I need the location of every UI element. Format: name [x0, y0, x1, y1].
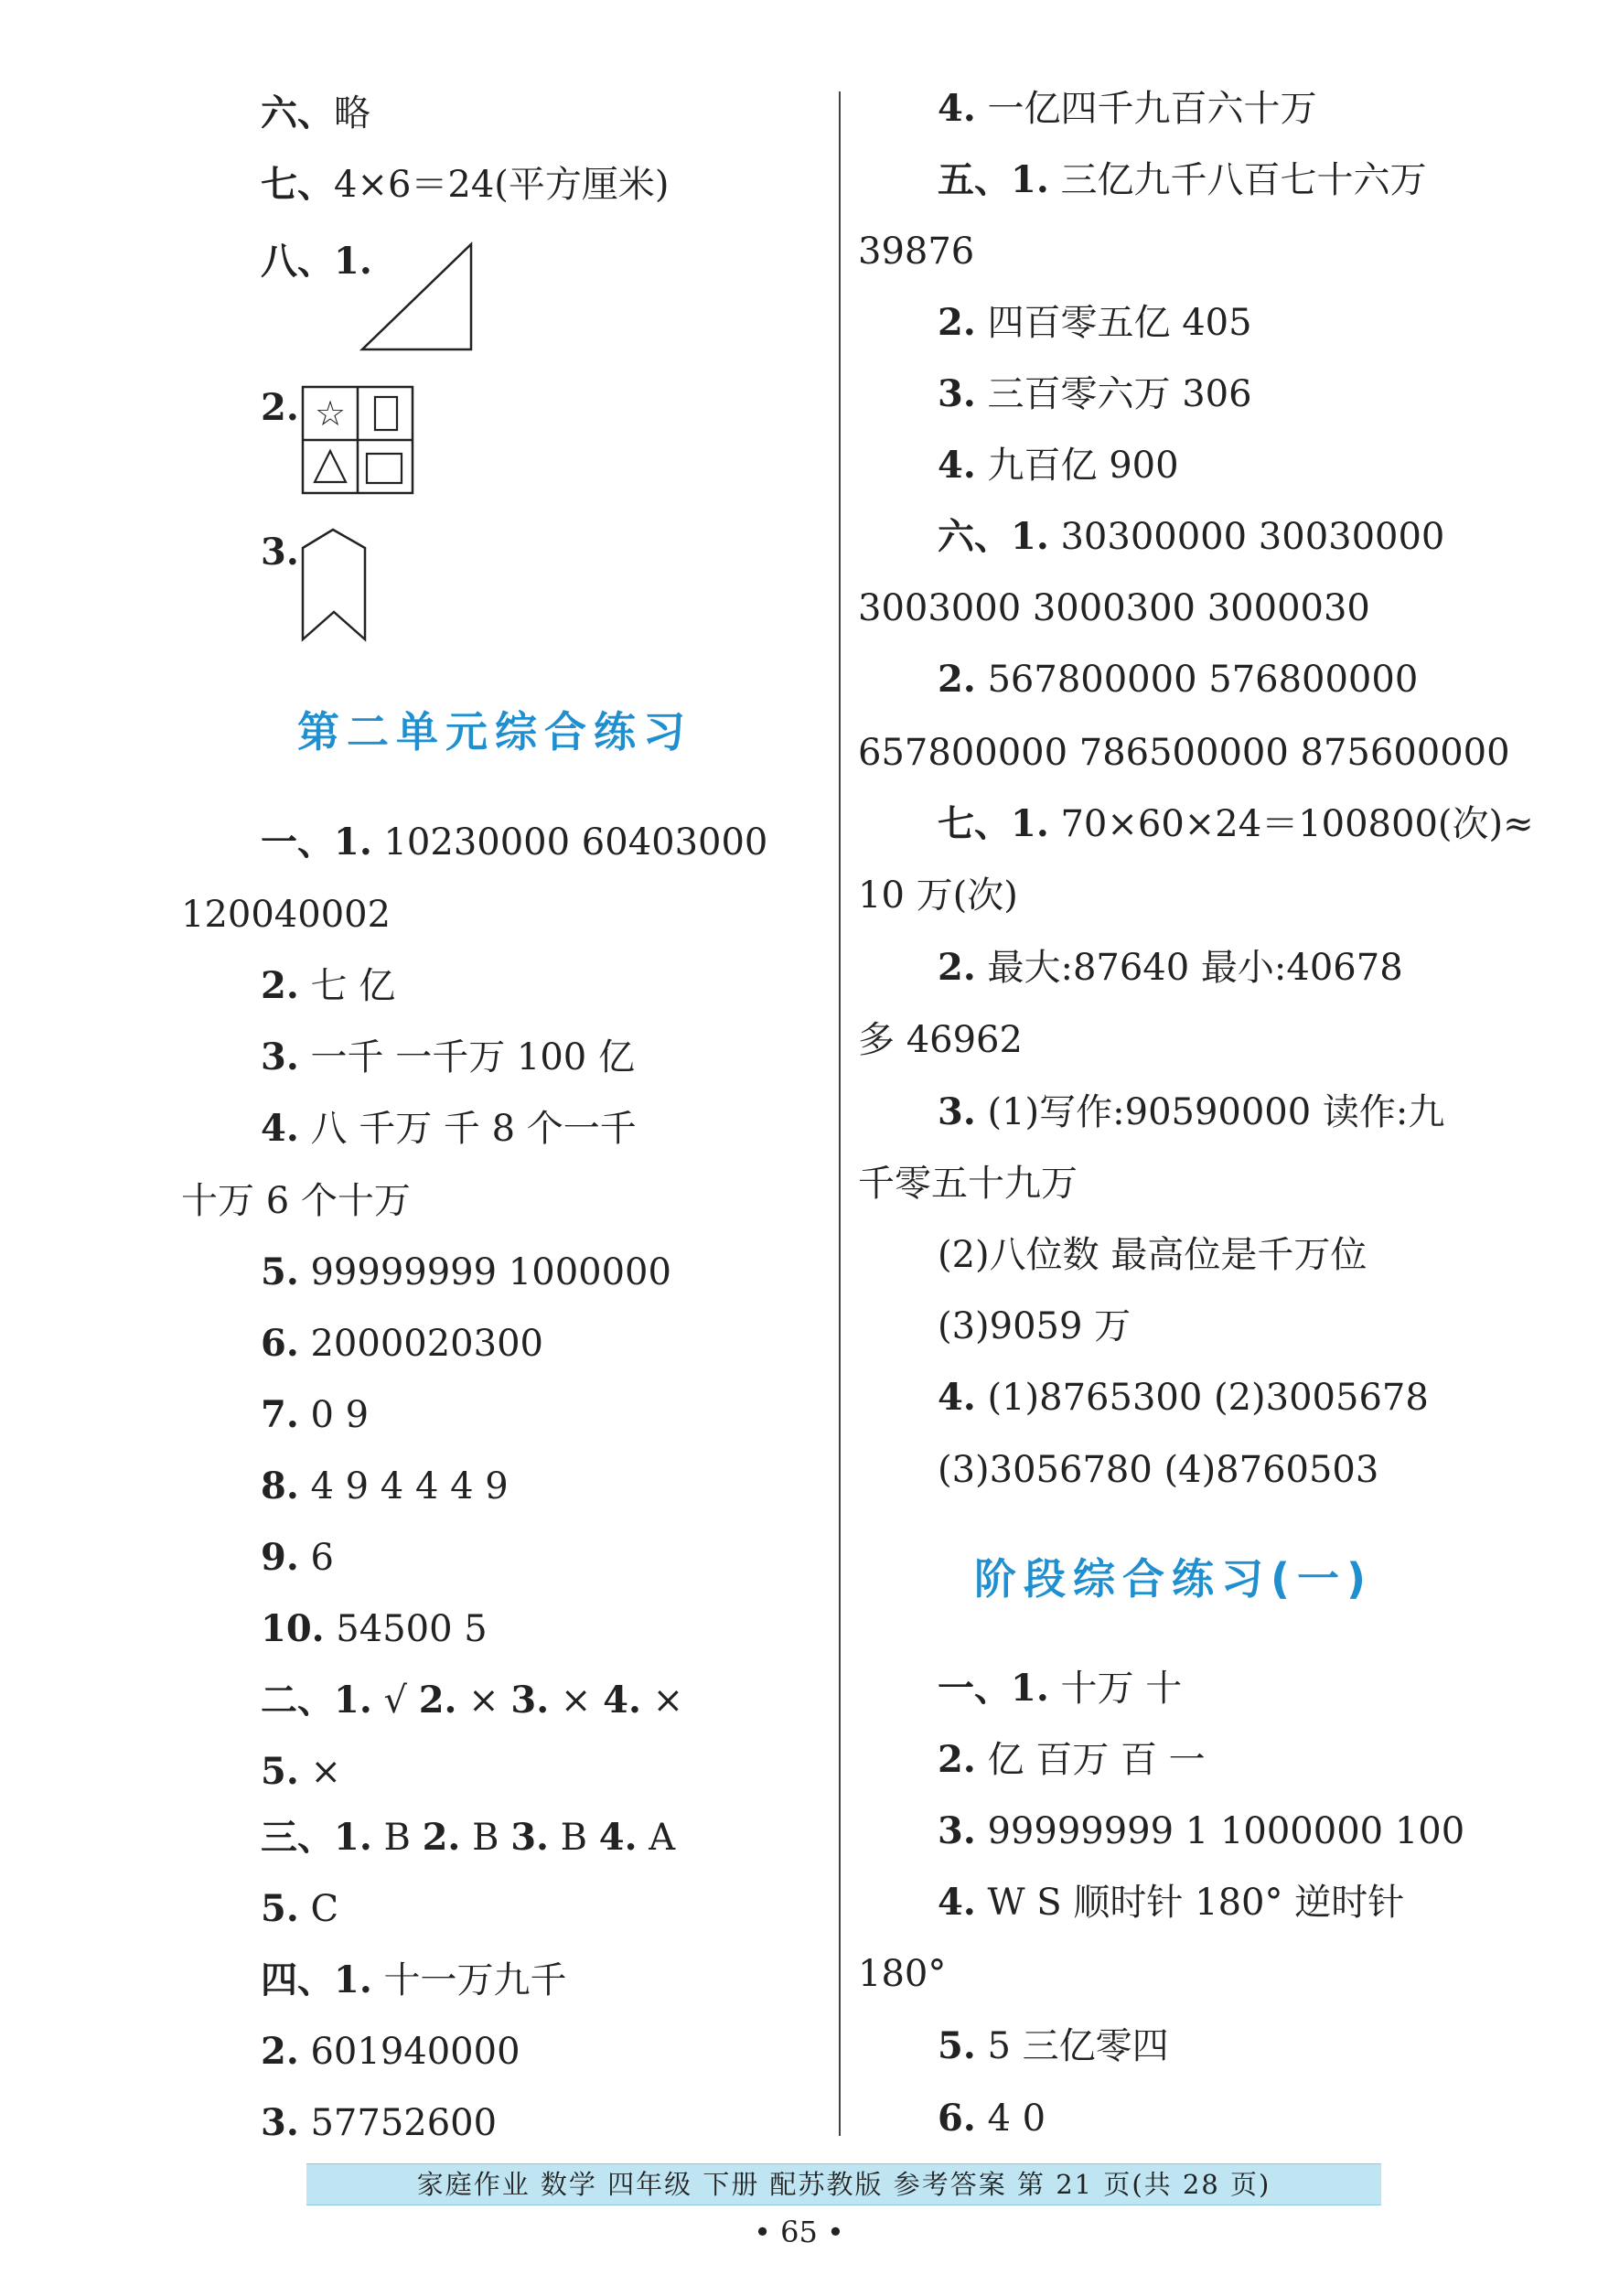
- answer-line: 5. 5 三亿零四: [938, 2024, 1169, 2067]
- section-heading: 阶段综合练习(一): [974, 1554, 1374, 1604]
- answer-line: (2)八位数 最高位是千万位: [938, 1234, 1367, 1276]
- section-heading: 第二单元综合练习: [297, 707, 692, 756]
- answer-line: 2. 最大:87640 最小:40678: [938, 946, 1403, 989]
- answer-line: 39876: [858, 231, 975, 273]
- answer-line: 7. 0 9: [261, 1393, 370, 1436]
- square-icon: [367, 454, 402, 483]
- answer-line: 3.: [261, 531, 299, 574]
- answer-line: 多 46962: [858, 1019, 1023, 1061]
- answer-line: 4. 九百亿 900: [938, 444, 1179, 487]
- answer-line: 2. 567800000 576800000: [938, 658, 1419, 701]
- answer-line: 十万 6 个十万: [181, 1180, 411, 1222]
- pentagon-figure: [298, 526, 371, 647]
- answer-line: 一、1. 十万 十: [938, 1667, 1183, 1710]
- answer-line: 七、4×6＝24(平方厘米): [261, 163, 670, 206]
- answer-line: 3. 三百零六万 306: [938, 372, 1252, 415]
- answer-line: 10. 54500 5: [261, 1607, 488, 1650]
- footer-banner: 家庭作业 数学 四年级 下册 配苏教版 参考答案 第 21 页(共 28 页): [306, 2163, 1381, 2205]
- answer-line: 4. 八 千万 千 8 个一千: [261, 1107, 637, 1150]
- answer-line: 3. 99999999 1 1000000 100: [938, 1809, 1465, 1852]
- answer-line: 4. 一亿四千九百六十万: [938, 87, 1317, 130]
- star-icon: [315, 393, 346, 434]
- answer-line: 10 万(次): [858, 874, 1018, 917]
- answer-line: 120040002: [181, 894, 391, 936]
- answer-line: 五、1. 三亿九千八百七十六万: [938, 158, 1427, 201]
- answer-line: 180°: [858, 1953, 947, 1995]
- answer-line: 4. (1)8765300 (2)3005678: [938, 1376, 1429, 1419]
- answer-line: 八、1.: [261, 240, 372, 283]
- answer-line: 657800000 786500000 875600000: [858, 732, 1510, 774]
- answer-line: 三、1. B 2. B 3. B 4. A: [261, 1816, 676, 1859]
- answer-line: 3003000 3000300 3000030: [858, 587, 1370, 629]
- answer-line: 8. 4 9 4 4 4 9: [261, 1465, 509, 1507]
- answer-line: 2.: [261, 386, 299, 429]
- column-divider: [839, 91, 841, 2136]
- answer-line: 2. 亿 百万 百 一: [938, 1738, 1206, 1781]
- shape-grid-figure: [300, 384, 415, 496]
- answer-line: 5. ×: [261, 1750, 341, 1793]
- answer-line: 二、1. √ 2. × 3. × 4. ×: [261, 1679, 684, 1722]
- answer-line: 5. C: [261, 1887, 339, 1930]
- answer-line: 3. (1)写作:90590000 读作:九: [938, 1090, 1445, 1133]
- answer-line: 6. 4 0: [938, 2097, 1046, 2140]
- answer-line: 七、1. 70×60×24＝100800(次)≈: [938, 802, 1534, 845]
- triangle-figure: [357, 240, 480, 354]
- answer-line: 6. 2000020300: [261, 1322, 543, 1365]
- answer-line: 3. 57752600: [261, 2101, 498, 2144]
- answer-line: 千零五十九万: [858, 1163, 1078, 1205]
- answer-line: 3. 一千 一千万 100 亿: [261, 1035, 635, 1078]
- page-number: • 65 •: [754, 2215, 844, 2249]
- answer-line: 9. 6: [261, 1536, 334, 1579]
- answer-line: 六、1. 30300000 30030000: [938, 515, 1445, 558]
- answer-line: (3)3056780 (4)8760503: [938, 1449, 1379, 1491]
- answer-line: 六、略: [261, 91, 370, 134]
- answer-line: 四、1. 十一万九千: [261, 1958, 567, 2001]
- answer-line: 2. 七 亿: [261, 964, 396, 1007]
- rectangle-icon: [375, 397, 397, 430]
- answer-line: 5. 99999999 1000000: [261, 1250, 671, 1293]
- answer-line: 一、1. 10230000 60403000: [261, 821, 768, 864]
- answer-line: 2. 601940000: [261, 2030, 520, 2073]
- answer-line: (3)9059 万: [938, 1305, 1131, 1347]
- answer-line: 2. 四百零五亿 405: [938, 301, 1252, 344]
- triangle-icon: [315, 451, 346, 482]
- svg-text:☆: ☆: [314, 393, 347, 434]
- answer-line: 4. W S 顺时针 180° 逆时针: [938, 1881, 1405, 1924]
